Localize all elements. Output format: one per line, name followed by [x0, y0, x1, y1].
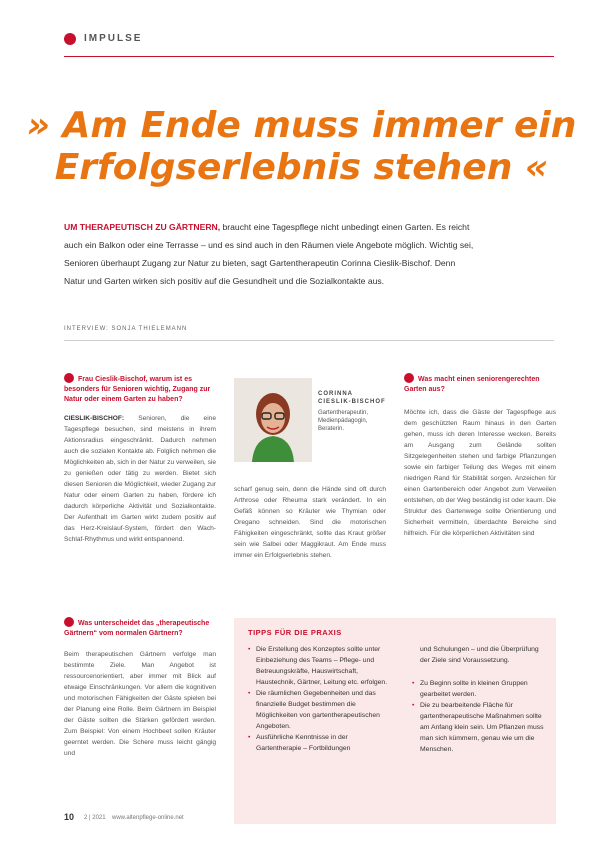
footer-issue: 2 | 2021: [84, 815, 106, 821]
column-1: [64, 373, 216, 761]
lead-line-2: auch ein Balkon oder eine Terrasse – und es sind auch in den Räumen viele Angebote möglich. Wichtig sei,: [64, 240, 474, 250]
question-bullet-icon: [404, 373, 414, 383]
caption-name: CORINNA CIESLIK-BISCHOF: [318, 391, 386, 405]
answer-1: CIESLIK-BISCHOF: Senioren, die eine Tagespflege besuchen, sind meistens in ihrem Aktionsradius eingeschränkt. Dadurch nehmen auch die sozialen Kontakte ab. Folglich nehmen die Möglichkeiten ab, sich in der Natur zu verweilen, sie zu genießen oder tätig zu werden. Bietet sich diesen Senioren die Möglichkeit, wieder Zugang zur Natur oder einem Garten zu haben, fördere ich dadurch körperliche Aktivität und Sozialkontakte. Der Aufenthalt im Garten wirkt zudem positiv auf das Herz-Kreislauf-System, fördert den Wach-Schlaf-Rhythmus und wirkt entspannend.: [64, 415, 216, 543]
section-bullet-icon: [64, 33, 76, 45]
lead-line-3: Senioren überhaupt Zugang zur Natur zu bieten, sagt Gartentherapeutin Corinna Cieslik-Bischof. Denn: [64, 258, 456, 268]
tip-continuation: und Schulungen – und die Überprüfung der Ziele sind Voraussetzung.: [420, 646, 539, 664]
tips-title: TIPPS FÜR DIE PRAXIS: [248, 628, 342, 637]
lead-caps: UM THERAPEUTISCH ZU GÄRTNERN,: [64, 222, 221, 232]
tip-item: • Die zu bearbeitende Fläche für gartentherapeutische Maßnahmen sollte am Anfang klein sein. Um Pflanzen muss man sich kümmern, genau wie um die Menschen.: [412, 700, 550, 755]
answer-2: Beim therapeutischen Gärtnern verfolge man bestimmte Ziele. Man Angebot ist ressourcenorientiert, aber immer mit Blick auf etwaige Einschränkungen. Vor allem die kognitiven und motorischen Fähigkeiten der Gäste spielen bei der Planung eine Rolle. Beim Gärtnern im Beispiel der Gäste sollten die Stärken gefördert werden. Zum Beispiel: Von einem Hochbeet sollen Kräuter geerntet werden. Die Schere muss leicht gängig und: [64, 651, 216, 757]
tip-item: • Die Erstellung des Konzeptes sollte unter Einbeziehung des Teams – Pflege- und Betreuungskräfte, Hauswirtschaft, Haustechnik, Gärtner, Leitung etc. erfolgen.: [248, 644, 393, 688]
tips-box: [234, 618, 556, 824]
tip-item: • Die räumlichen Gegebenheiten und das finanzielle Budget bestimmen die Möglichkeiten von gartentherapeutischen Angeboten.: [248, 688, 393, 732]
headline-line-1: » Am Ende muss immer ein: [26, 105, 577, 146]
answer-3: Möchte ich, dass die Gäste der Tagespflege aus dem geschützten Raum hinaus in den Garten gehen, muss ich deren Interesse wecken. Bereits am Ausgang zum Gelände sollten Sitzgelegenheiten stehen und farbige Pflanzungen sowie ein farbiger Teilung des Weges mit einem niedrigen Rand für Stabilität sorgen. Anzeichen für einen Gartenbereich oder Angebot zum Verweilen entstehen, ob der Weg beständig ist oder kaum. Die Struktur des Gartenwege sollte Orientierung und Sicherheit vermitteln, überdachte Bereiche sind hilfreich. Für die körperlichen Aktivitäten sind: [404, 409, 556, 537]
tip-item: • Zu Beginn sollte in kleinen Gruppen gearbeitet werden.: [412, 678, 550, 700]
caption-text: Gartentherapeutin, Medienpädagogin, Beraterin.: [318, 410, 369, 432]
lead-line-1: braucht eine Tagespflege nicht unbedingt einen Garten. Es reicht: [222, 222, 470, 232]
lead-line-4: Natur und Garten wirken sich positiv auf die Gesundheit und die Sozialkontakte aus.: [64, 276, 385, 286]
question-1: Frau Cieslik-Bischof, warum ist es besonders für Senioren wichtig, Zugang zur Natur oder einem Garten zu haben?: [64, 373, 216, 405]
header-divider: [64, 56, 554, 57]
photo-caption: [318, 390, 386, 433]
tip-item: • Ausführliche Kenntnisse in der Gartentherapie – Fortbildungen: [248, 732, 393, 754]
column-2-text: scharf genug sein, denn die Hände sind oft durch Arthrose oder Rheuma stark verändert. In ein Gefäß können so Kräuter wie Thymian oder Oregano schneiden. Sind die motorischen Fähigkeiten eingeschränkt, sollte das Kraut größer sein wie Salbei oder Maggikraut. Am Ende muss immer ein Erfolgserlebnis stehen.: [234, 486, 386, 559]
speaker-label: CIESLIK-BISCHOF:: [64, 415, 125, 422]
question-2: Was unterscheidet das „therapeutische Gärtnern“ vom normalen Gärtnern?: [64, 617, 216, 639]
page-number: 10: [64, 812, 75, 822]
tips-list-right: [412, 678, 550, 755]
question-bullet-icon: [64, 373, 74, 383]
byline: INTERVIEW: SONJA THIELEMANN: [64, 326, 188, 332]
section-label: IMPULSE: [84, 33, 143, 44]
footer-site: www.altenpflege-online.net: [112, 815, 184, 821]
question-bullet-icon: [64, 617, 74, 627]
byline-divider: [64, 340, 554, 341]
question-3: Was macht einen seniorengerechten Garten aus?: [404, 373, 556, 395]
headline-line-2: Erfolgserlebnis stehen «: [54, 147, 549, 188]
portrait-photo: [234, 378, 312, 462]
tips-list-left: [248, 644, 393, 754]
column-3: [404, 373, 556, 595]
lead-paragraph: [64, 218, 544, 290]
